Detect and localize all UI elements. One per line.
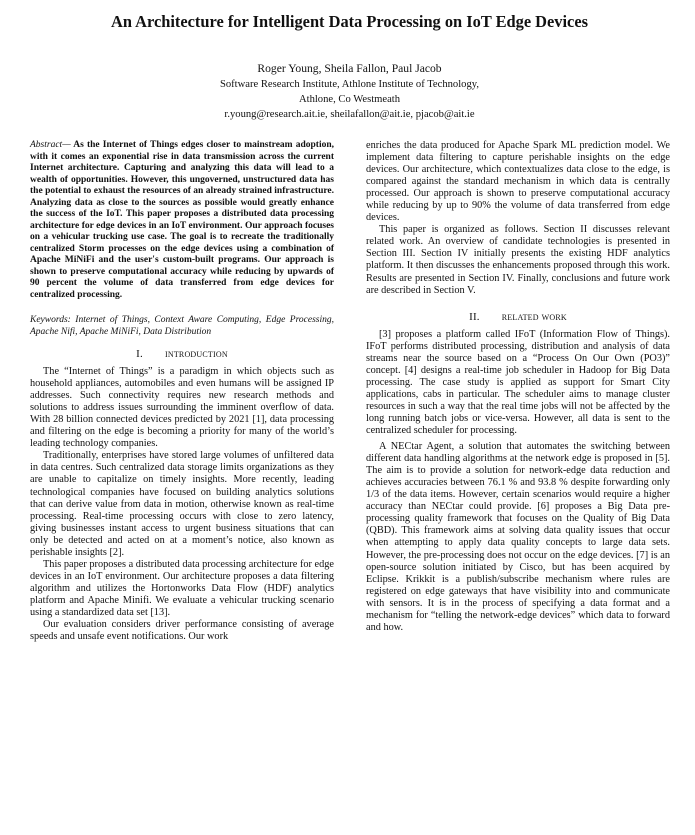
- right-column: [366, 140, 670, 643]
- affiliation-line-2: Athlone, Co Westmeath: [298, 94, 401, 106]
- intro-paragraph-4: Our evaluation considers driver performance consisting of average speeds and unsafe event notifications. Our work: [30, 619, 334, 643]
- section-heading-introduction: [30, 348, 334, 360]
- related-work-paragraph-2: A NECtar Agent, a solution that automates the switching between different data handling algorithms at the network edge is proposed in [5]. The aim is to provide a solution for network-edge data reduction and achieves accuracies between 76.1 % and 93.8 % despite forwarding only 1/3 of the data items. However, certain scenarios would require a higher accuracy than NECtar could provide. [6] proposes a Big Data pre-processing quality framework that focuses on the Quality of Big Data (QBD). This framework aims at solving data quality issues that occur when attempting to apply data quality concepts to large data sets. However, the pre-processing does not occur on the edge devices. [7] is an open-source solution initiated by Cisco, but has been acquired by Eclipse. Krikkit is a publish/subscribe mechanism where rules are registered on edge gateways that have visibility into and communicate with sensors. It is in the process of specifying a data format and a mechanism for “telling the network-edge devices” which data to forward and how.: [366, 441, 670, 633]
- abstract-text: As the Internet of Things edges closer to mainstream adoption, with it comes an exponential rise in data transmission across the current Internet architecture. Capturing and analyzing this data will lead to a wealth of opportunities. However, this ungoverned, unstructured data has the potential to exhaust the resources of an already strained infrastructure. Analyzing data as close to the sources as possible would greatly enhance the success of the IoT. This paper proposes a distributed data processing architecture for edge devices in an IoT environment. Our approach focuses on a vehicular trucking use case. The goal is to recreate the traditionally centralized Storm processes on the edge devices using a combination of Apache MiNiFi and the user's custom-built programs. Our approach is shown to preserve computational accuracy while reducing by upwards of 90 percent the volume of data transferred from edge devices for centralized processing.: [30, 140, 334, 300]
- keywords-text: Internet of Things, Context Aware Computing, Edge Processing, Apache Nifi, Apache MiNiFi, Data Distribution: [30, 315, 335, 337]
- affiliation-line-1: Software Research Institute, Athlone Institute of Technology,: [219, 79, 480, 90]
- two-column-body: [30, 140, 670, 643]
- section-number: II.: [469, 310, 480, 323]
- paper-title: An Architecture for Intelligent Data Processing on IoT Edge Devices: [111, 12, 588, 31]
- intro-paragraph-3: This paper proposes a distributed data processing architecture for edge devices in an IoT environment. Our architecture proposes a data filtering algorithm and utilizes the Hortonworks Data Flow (HDF) analytics platform and Apache Minifi. We evaluate a vehicular trucking scenario using a standardized data set [13].: [30, 558, 334, 618]
- abstract: [30, 140, 334, 301]
- abstract-label: Abstract—: [30, 140, 71, 150]
- author-list: Roger Young, Sheila Fallon, Paul Jacob: [257, 62, 442, 75]
- related-work-paragraph-1: [3] proposes a platform called IFoT (Information Flow of Things). IFoT performs distributed processing, distribution and analysis of data streams near the source based on a “Process On Our Own (PO3)” concept. [4] designs a real-time job scheduler in Hadoop for Big Data processing. The case study is applied as support for Smart City applications, cabs in particular. The scheduler aims to manage cluster resources in such a way that the real time jobs will not be affected by the long running batch jobs or vice-versa. However, all data is sent to the centralized scheduler for processing.: [366, 328, 670, 437]
- intro-paragraph-4-continued: enriches the data produced for Apache Spark ML prediction model. We implement data filtering to capture perishable insights on the edge devices. Our architecture, which contextualizes data close to the edge, is compared against the standard mechanism in which data is centrally processed. Our approach is shown to preserve computational accuracy while reducing by up to 90% the volume of data transferred from edge devices.: [366, 140, 670, 224]
- section-title: related work: [501, 310, 567, 323]
- keywords-label: Keywords:: [30, 315, 71, 325]
- section-number: I.: [136, 348, 143, 360]
- left-column: [30, 140, 334, 643]
- section-heading-related-work: [366, 311, 670, 323]
- intro-paragraph-2: Traditionally, enterprises have stored large volumes of unfiltered data in data centres. Such centralized data storage limits organizations as they are unable to capitalize on timely insights. More recently, leading technological companies have focused on building analytics solutions that can derive value from data in motion, otherwise known as real-time processing. Real-time processing occurs with close to zero latency, giving businesses instant access to urgent business situations that can only be detected and acted on at a moment’s notice, also known as perishable insights [2].: [30, 450, 334, 558]
- section-title: introduction: [164, 348, 228, 360]
- intro-paragraph-5: This paper is organized as follows. Section II discusses relevant related work. An overview of candidate technologies is presented in Section III. Section IV initially presents the existing HDF analytics platform. It then discusses the enhancements proposed through this work. Results are presented in Section IV. Finally, conclusions and future work are described in Section V.: [366, 224, 670, 296]
- author-emails: r.young@research.ait.ie, sheilafallon@ait.ie, pjacob@ait.ie: [224, 109, 475, 121]
- intro-paragraph-1: The “Internet of Things” is a paradigm in which objects such as household appliances, automobiles and even humans will be assigned IP addresses. Such connectivity requires new research methods and solutions to address issues surrounding the imminent overflow of data. With 28 billion connected devices predicted by 2021 [1], data processing and filtering on the edge is becoming a priority for many of the world’s leading technology companies.: [30, 366, 334, 450]
- keywords: [30, 315, 334, 338]
